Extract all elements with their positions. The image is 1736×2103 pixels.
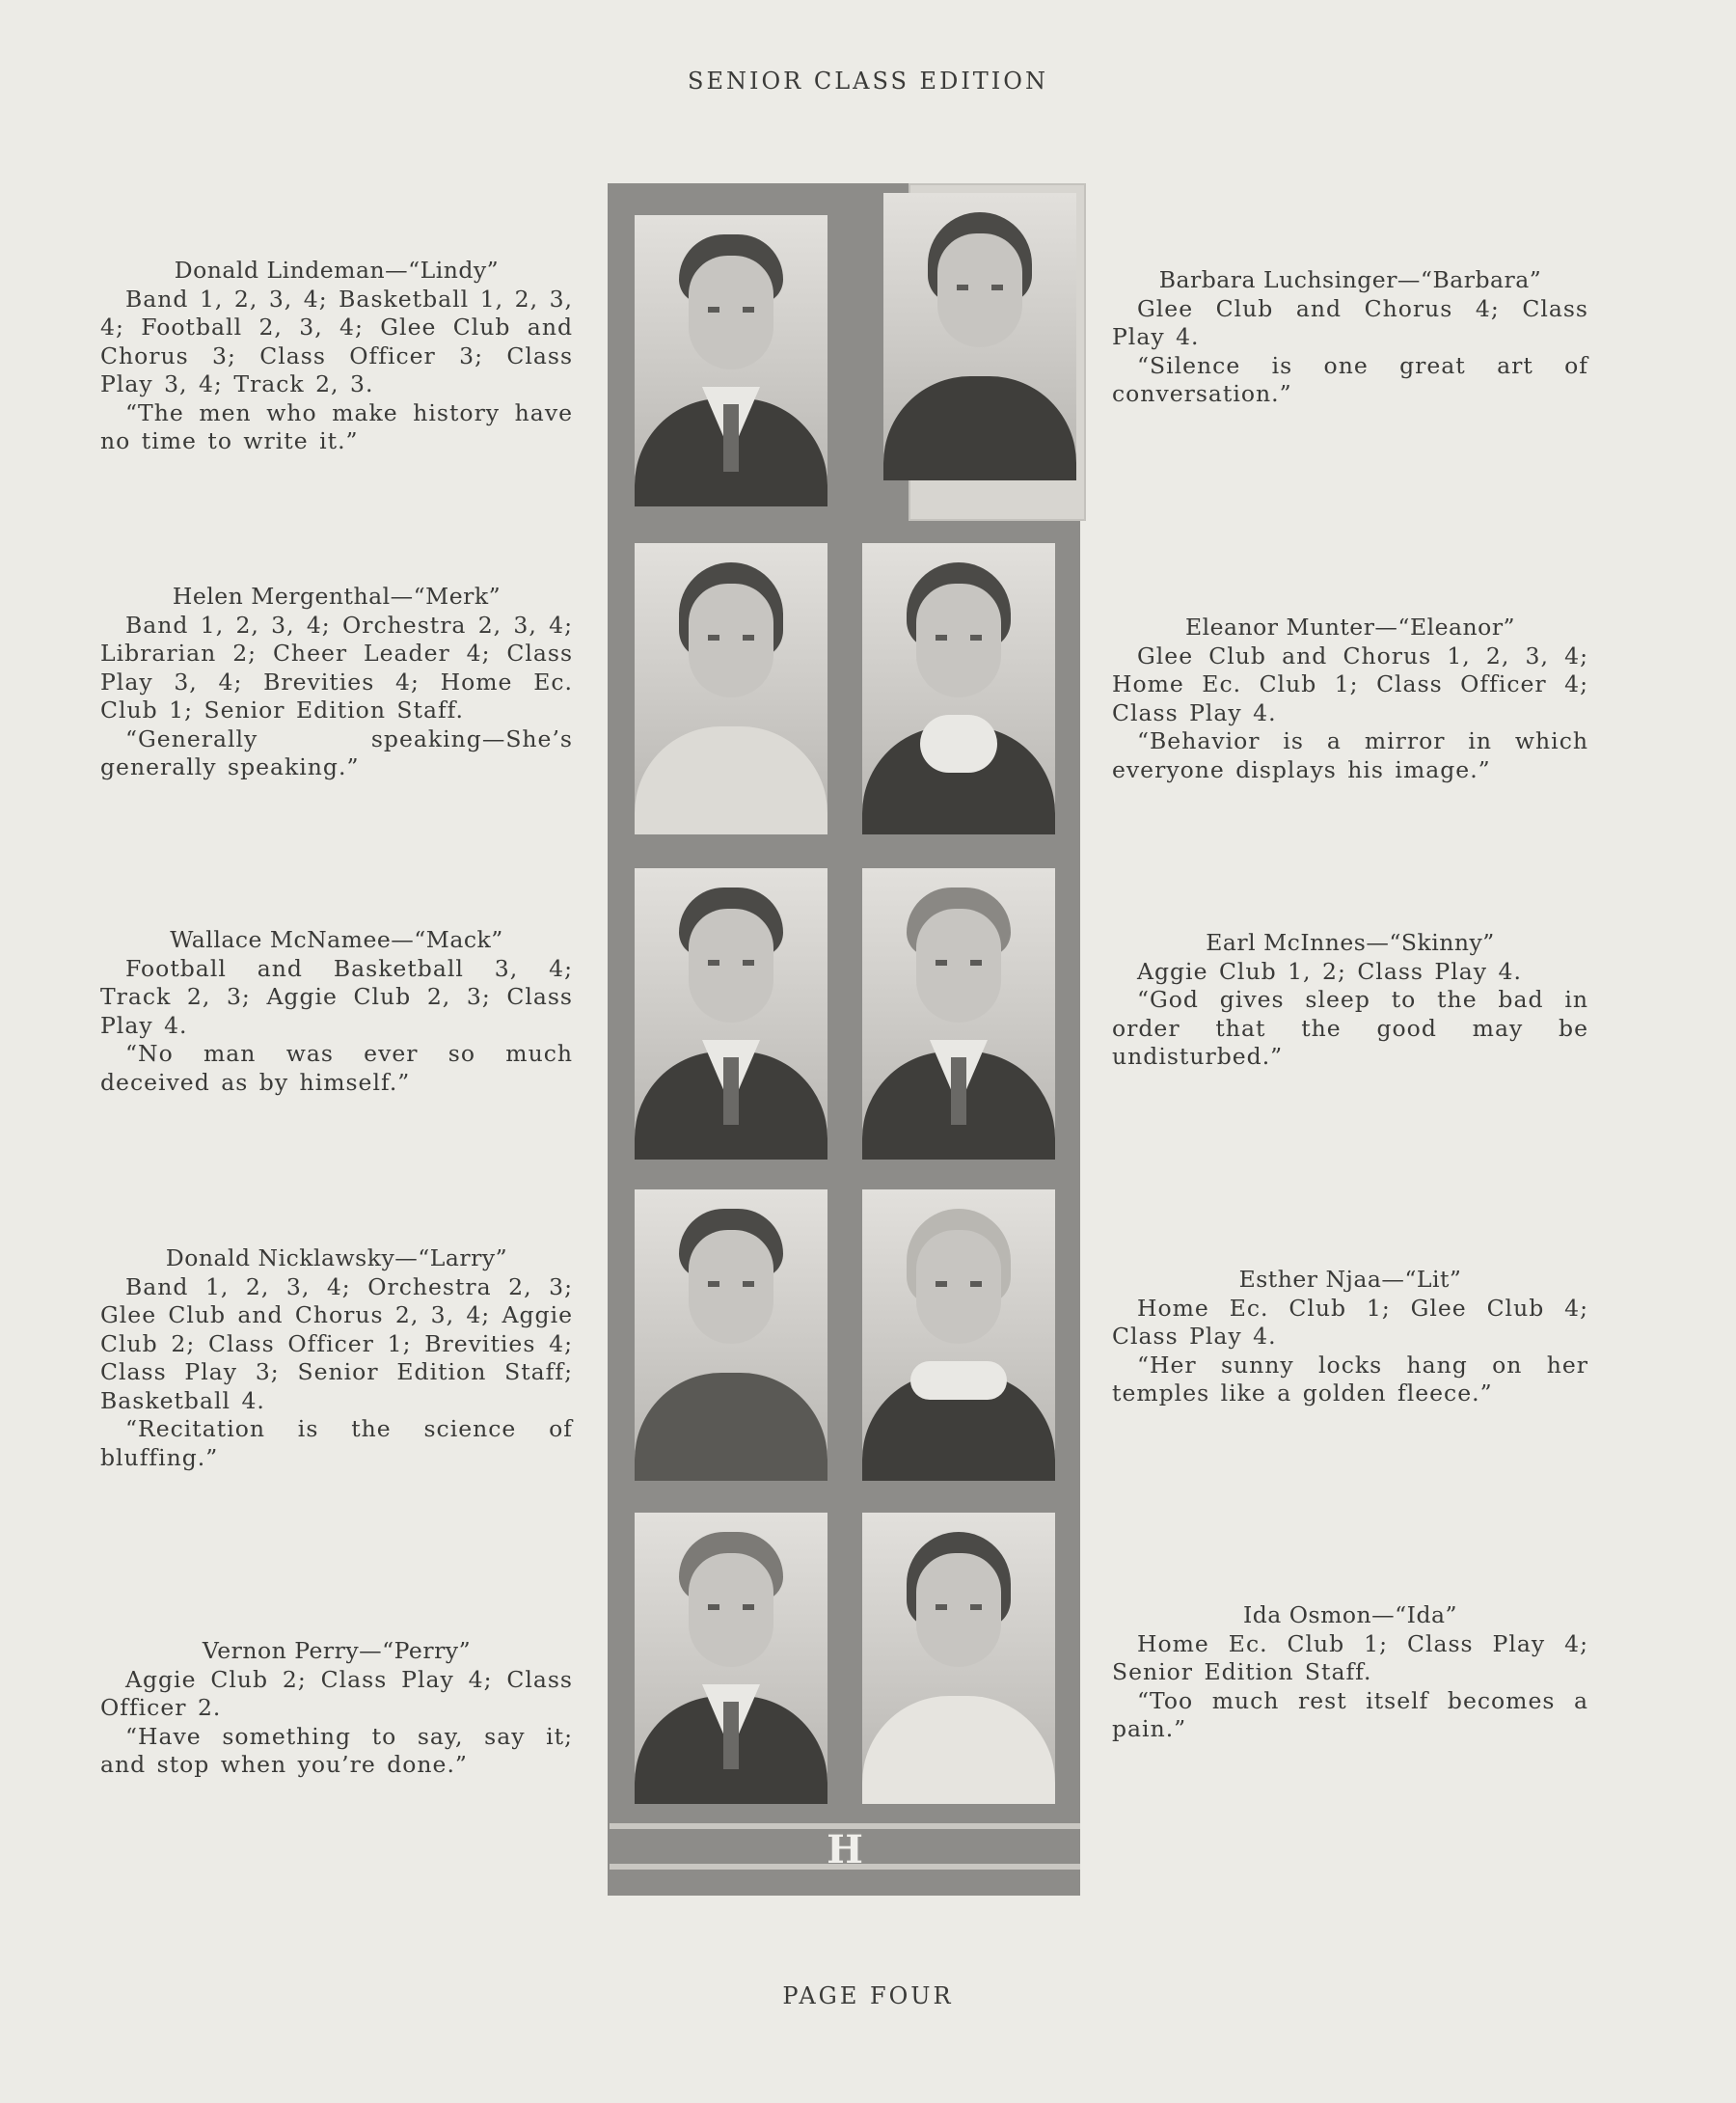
entry-mergenthal [100,583,573,782]
student-activities: Home Ec. Club 1; Glee Club 4; Class Play 4. [1112,1294,1588,1350]
student-quote: “The men who make history have no time to write it.” [100,398,573,454]
student-quote: “Too much rest itself becomes a pain.” [1112,1686,1588,1742]
portrait-photo-lindeman [635,215,827,506]
student-name: Barbara Luchsinger—“Barbara” [1158,266,1542,293]
student-name: Earl McInnes—“Skinny” [1206,929,1495,956]
page-header: SENIOR CLASS EDITION [688,68,1048,95]
school-letter-band [610,1821,1080,1871]
student-quote: “God gives sleep to the bad in order that the good may be undisturbed.” [1112,986,1588,1070]
portrait-photo-perry [635,1513,827,1804]
portrait-photo-luchsinger [883,193,1076,480]
portrait-photo-njaa [862,1189,1055,1481]
entry-njaa [1112,1266,1588,1408]
student-activities: Aggie Club 2; Class Play 4; Class Officer 2. [100,1665,573,1721]
student-activities: Glee Club and Chorus 4; Class Play 4. [1112,294,1588,350]
entry-mcinnes [1112,929,1588,1072]
student-activities: Home Ec. Club 1; Class Play 4; Senior Edition Staff. [1112,1629,1588,1685]
page-footer: PAGE FOUR [782,1982,954,2009]
student-activities: Band 1, 2, 3, 4; Orchestra 2, 3, 4; Librarian 2; Cheer Leader 4; Class Play 3, 4; Brevities 4; Home Ec. Club 1; Senior Edition Staff. [100,611,573,724]
portrait-photo-mcnamee [635,868,827,1160]
student-name: Wallace McNamee—“Mack” [170,926,503,953]
portrait-photo-mergenthal [635,543,827,834]
entry-munter [1112,614,1588,784]
student-activities: Band 1, 2, 3, 4; Basketball 1, 2, 3, 4; Football 2, 3, 4; Glee Club and Chorus 3; Class Officer 3; Class Play 3, 4; Track 2, 3. [100,285,573,397]
portrait-photo-osmon [862,1513,1055,1804]
student-name: Esther Njaa—“Lit” [1238,1266,1462,1293]
entry-mcnamee [100,926,573,1097]
student-activities: Band 1, 2, 3, 4; Orchestra 2, 3; Glee Club and Chorus 2, 3, 4; Aggie Club 2; Class Officer 1; Brevities 4; Class Play 3; Senior Edition Staff; Basketball 4. [100,1272,573,1414]
student-quote: “Silence is one great art of conversation.” [1112,351,1588,407]
entry-perry [100,1637,573,1780]
student-name: Eleanor Munter—“Eleanor” [1184,614,1516,641]
school-letter: H [827,1827,863,1872]
student-name: Vernon Perry—“Perry” [202,1637,472,1664]
portrait-photo-nicklawsky [635,1189,827,1481]
student-name: Donald Nicklawsky—“Larry” [165,1244,508,1271]
portrait-photo-mcinnes [862,868,1055,1160]
portrait-photo-munter [862,543,1055,834]
student-quote: “Generally speaking—She’s generally speaking.” [100,724,573,780]
entry-nicklawsky [100,1244,573,1472]
entry-osmon [1112,1601,1588,1744]
student-activities: Aggie Club 1, 2; Class Play 4. [1137,957,1522,985]
student-quote: “Recitation is the science of bluffing.” [100,1415,573,1471]
student-quote: “No man was ever so much deceived as by himself.” [100,1040,573,1096]
student-activities: Glee Club and Chorus 1, 2, 3, 4; Home Ec. Club 1; Class Officer 4; Class Play 4. [1112,642,1588,726]
student-name: Donald Lindeman—“Lindy” [174,257,500,284]
student-activities: Football and Basketball 3, 4; Track 2, 3; Aggie Club 2, 3; Class Play 4. [100,954,573,1039]
student-name: Ida Osmon—“Ida” [1242,1601,1458,1628]
student-quote: “Behavior is a mirror in which everyone displays his image.” [1112,727,1588,783]
student-quote: “Have something to say, say it; and stop when you’re done.” [100,1722,573,1778]
student-quote: “Her sunny locks hang on her temples like a golden fleece.” [1112,1351,1588,1407]
entry-lindeman [100,257,573,456]
entry-luchsinger [1112,266,1588,409]
student-name: Helen Mergenthal—“Merk” [172,583,502,610]
